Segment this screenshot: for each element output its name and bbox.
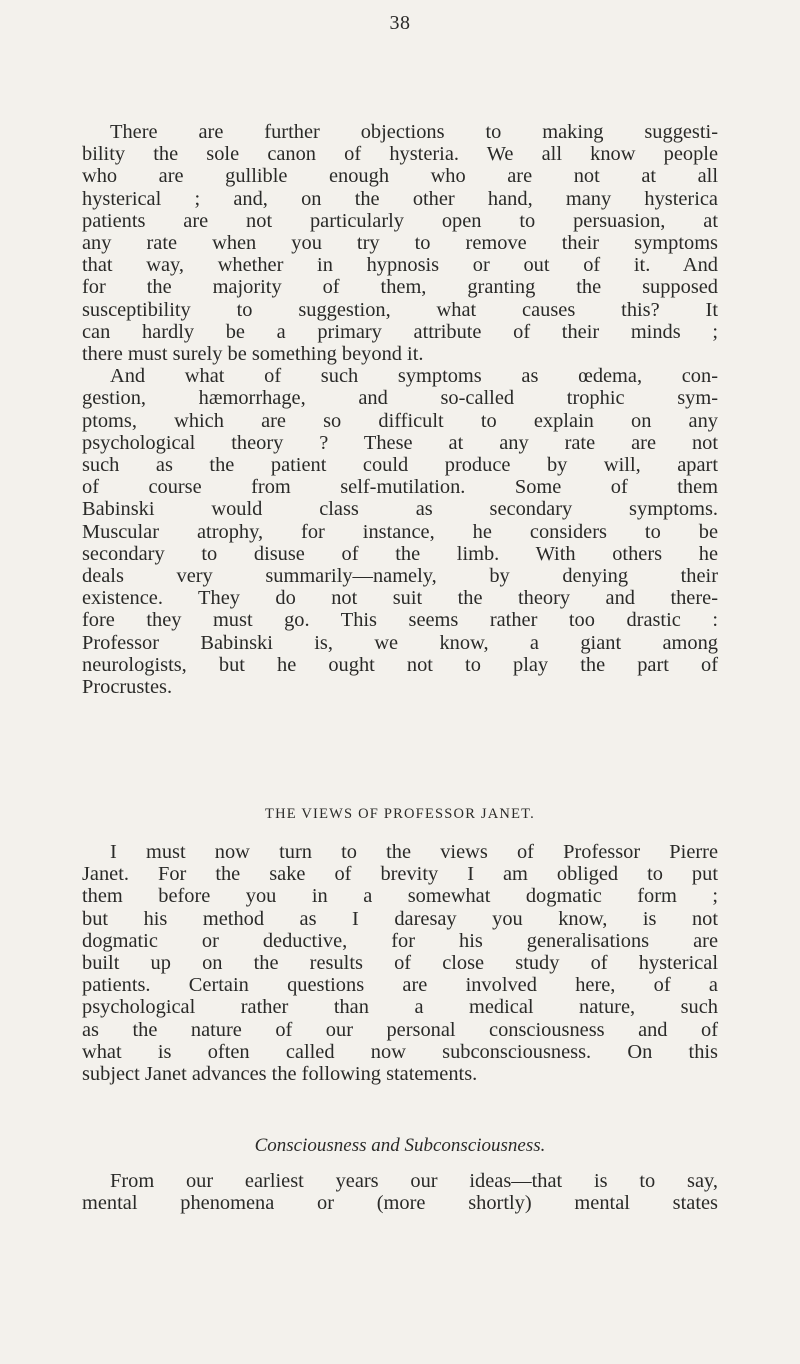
section-heading: THE VIEWS OF PROFESSOR JANET.: [265, 806, 535, 822]
text-line: such as the patient could produce by will, apart: [82, 454, 718, 477]
text-line: And what of such symptoms as œdema, con-: [110, 365, 718, 388]
text-line: There are further objections to making suggesti-: [110, 121, 718, 143]
paragraph-janet: [82, 841, 718, 1085]
text-line: fore they must go. This seems rather too drastic :: [82, 609, 718, 632]
text-line: any rate when you try to remove their symptoms: [82, 232, 718, 255]
text-line: Muscular atrophy, for instance, he considers to be: [82, 520, 718, 543]
text-line: bility the sole canon of hysteria. We all know people: [82, 143, 718, 166]
text-line: Procrustes.: [82, 676, 173, 699]
text-line: built up on the results of close study of hysterical: [82, 952, 718, 975]
text-line: there must surely be something beyond it.: [82, 343, 424, 366]
text-line: dogmatic or deductive, for his generalisations are: [82, 929, 718, 952]
text-line: of course from self-mutilation. Some of them: [82, 476, 718, 499]
text-line: mental phenomena or (more shortly) mental states: [82, 1192, 718, 1215]
text-line: secondary to disuse of the limb. With others he: [82, 542, 718, 565]
paragraph-consciousness: [82, 1170, 718, 1214]
text-line: gestion, hæmorrhage, and so-called trophic sym-: [82, 387, 718, 410]
text-line: susceptibility to suggestion, what causes this? It: [82, 298, 718, 321]
text-line: Janet. For the sake of brevity I am obliged to put: [82, 863, 718, 886]
text-line: psychological rather than a medical nature, such: [82, 996, 718, 1019]
text-line: subject Janet advances the following statements.: [82, 1063, 478, 1086]
text-line: deals very summarily—namely, by denying their: [82, 565, 718, 588]
text-line: From our earliest years our ideas—that is to say,: [110, 1170, 718, 1192]
text-line: who are gullible enough who are not at all: [82, 165, 718, 188]
paragraph-suggestibility: [82, 121, 718, 698]
text-line: patients. Certain questions are involved here, of a: [82, 974, 718, 997]
page-number: 38: [389, 12, 411, 34]
text-line: neurologists, but he ought not to play the part of: [82, 653, 718, 676]
text-line: I must now turn to the views of Professor Pierre: [110, 841, 718, 863]
text-line: patients are not particularly open to persuasion, at: [82, 209, 718, 232]
text-line: for the majority of them, granting the supposed: [82, 276, 718, 299]
text-line: existence. They do not suit the theory and there-: [82, 587, 718, 610]
text-line: ptoms, which are so difficult to explain on any: [82, 409, 718, 432]
text-line: hysterical ; and, on the other hand, many hysterica: [82, 187, 718, 210]
text-line: but his method as I daresay you know, is not: [82, 907, 718, 930]
text-line: them before you in a somewhat dogmatic form ;: [82, 885, 718, 908]
text-line: Babinski would class as secondary symptoms.: [82, 498, 718, 521]
text-line: psychological theory ? These at any rate are not: [82, 431, 718, 454]
text-line: as the nature of our personal consciousness and of: [82, 1018, 718, 1041]
text-line: can hardly be a primary attribute of their minds ;: [82, 320, 718, 343]
text-line: Professor Babinski is, we know, a giant among: [82, 631, 718, 654]
text-line: what is often called now subconsciousness. On this: [82, 1040, 718, 1063]
text-line: that way, whether in hypnosis or out of it. And: [82, 254, 718, 277]
subsection-heading: Consciousness and Subconsciousness.: [254, 1135, 546, 1156]
